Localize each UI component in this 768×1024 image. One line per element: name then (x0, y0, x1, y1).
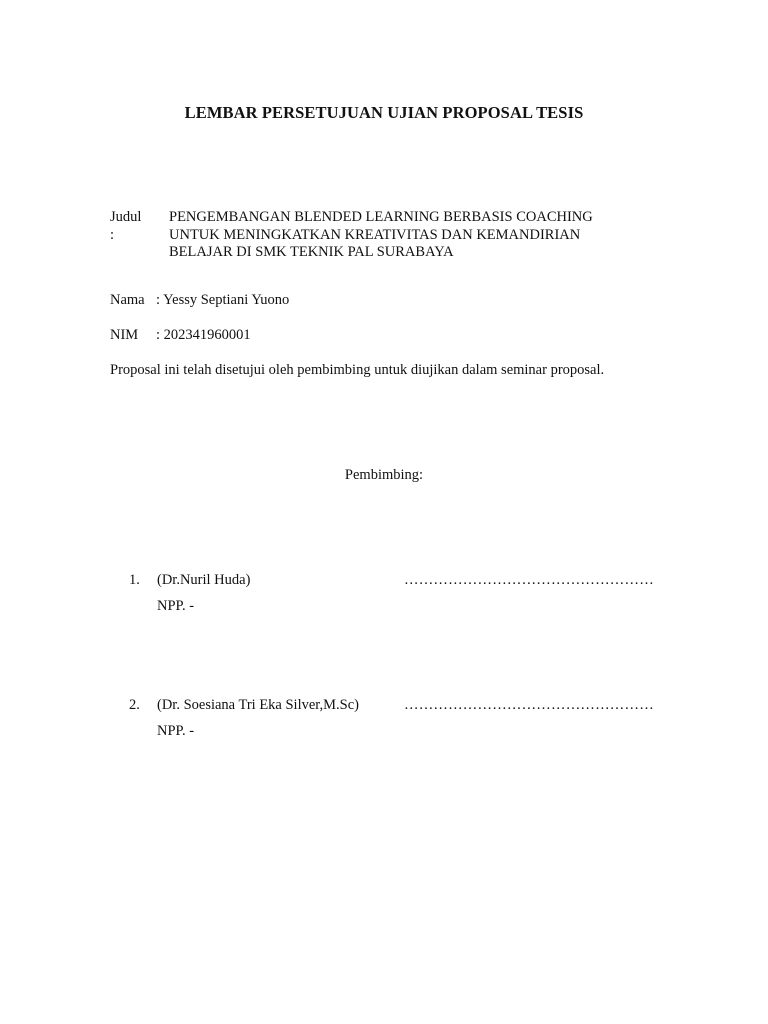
judul-line-2: UNTUK MENINGKATKAN KREATIVITAS DAN KEMANDIRIAN (169, 226, 581, 243)
judul-line-3: BELAJAR DI SMK TEKNIK PAL SURABAYA (169, 244, 454, 260)
advisor-2-number: 2. (129, 697, 140, 713)
advisor-2-signature-line: …………………………………………… (404, 697, 654, 713)
judul-line-1: PENGEMBANGAN BLENDED LEARNING BERBASIS COACHING (169, 209, 593, 225)
pembimbing-heading: Pembimbing: (344, 467, 424, 483)
advisor-1-signature-line: …………………………………………… (404, 572, 654, 588)
judul-text (169, 209, 649, 262)
advisor-1-name: (Dr.Nuril Huda) (157, 572, 251, 588)
nim-value: : 202341960001 (156, 327, 251, 343)
nama-value: : Yessy Septiani Yuono (156, 292, 290, 308)
nim-label: NIM (110, 327, 139, 343)
judul-label (110, 209, 141, 244)
nama-label: Nama (110, 292, 145, 308)
advisor-1-number: 1. (129, 572, 140, 588)
nama-row (110, 292, 289, 309)
advisor-2-name: (Dr. Soesiana Tri Eka Silver,M.Sc) (157, 697, 360, 713)
judul-label-colon: : (110, 226, 115, 243)
approval-statement: Proposal ini telah disetujui oleh pembimbing untuk diujikan dalam seminar proposal. (110, 362, 605, 378)
nim-row (110, 327, 251, 344)
document-title: LEMBAR PERSETUJUAN UJIAN PROPOSAL TESIS (184, 103, 584, 122)
advisor-2-npp: NPP. - (157, 723, 195, 739)
advisor-1-npp: NPP. - (157, 598, 195, 614)
judul-label-word: Judul (110, 209, 142, 225)
